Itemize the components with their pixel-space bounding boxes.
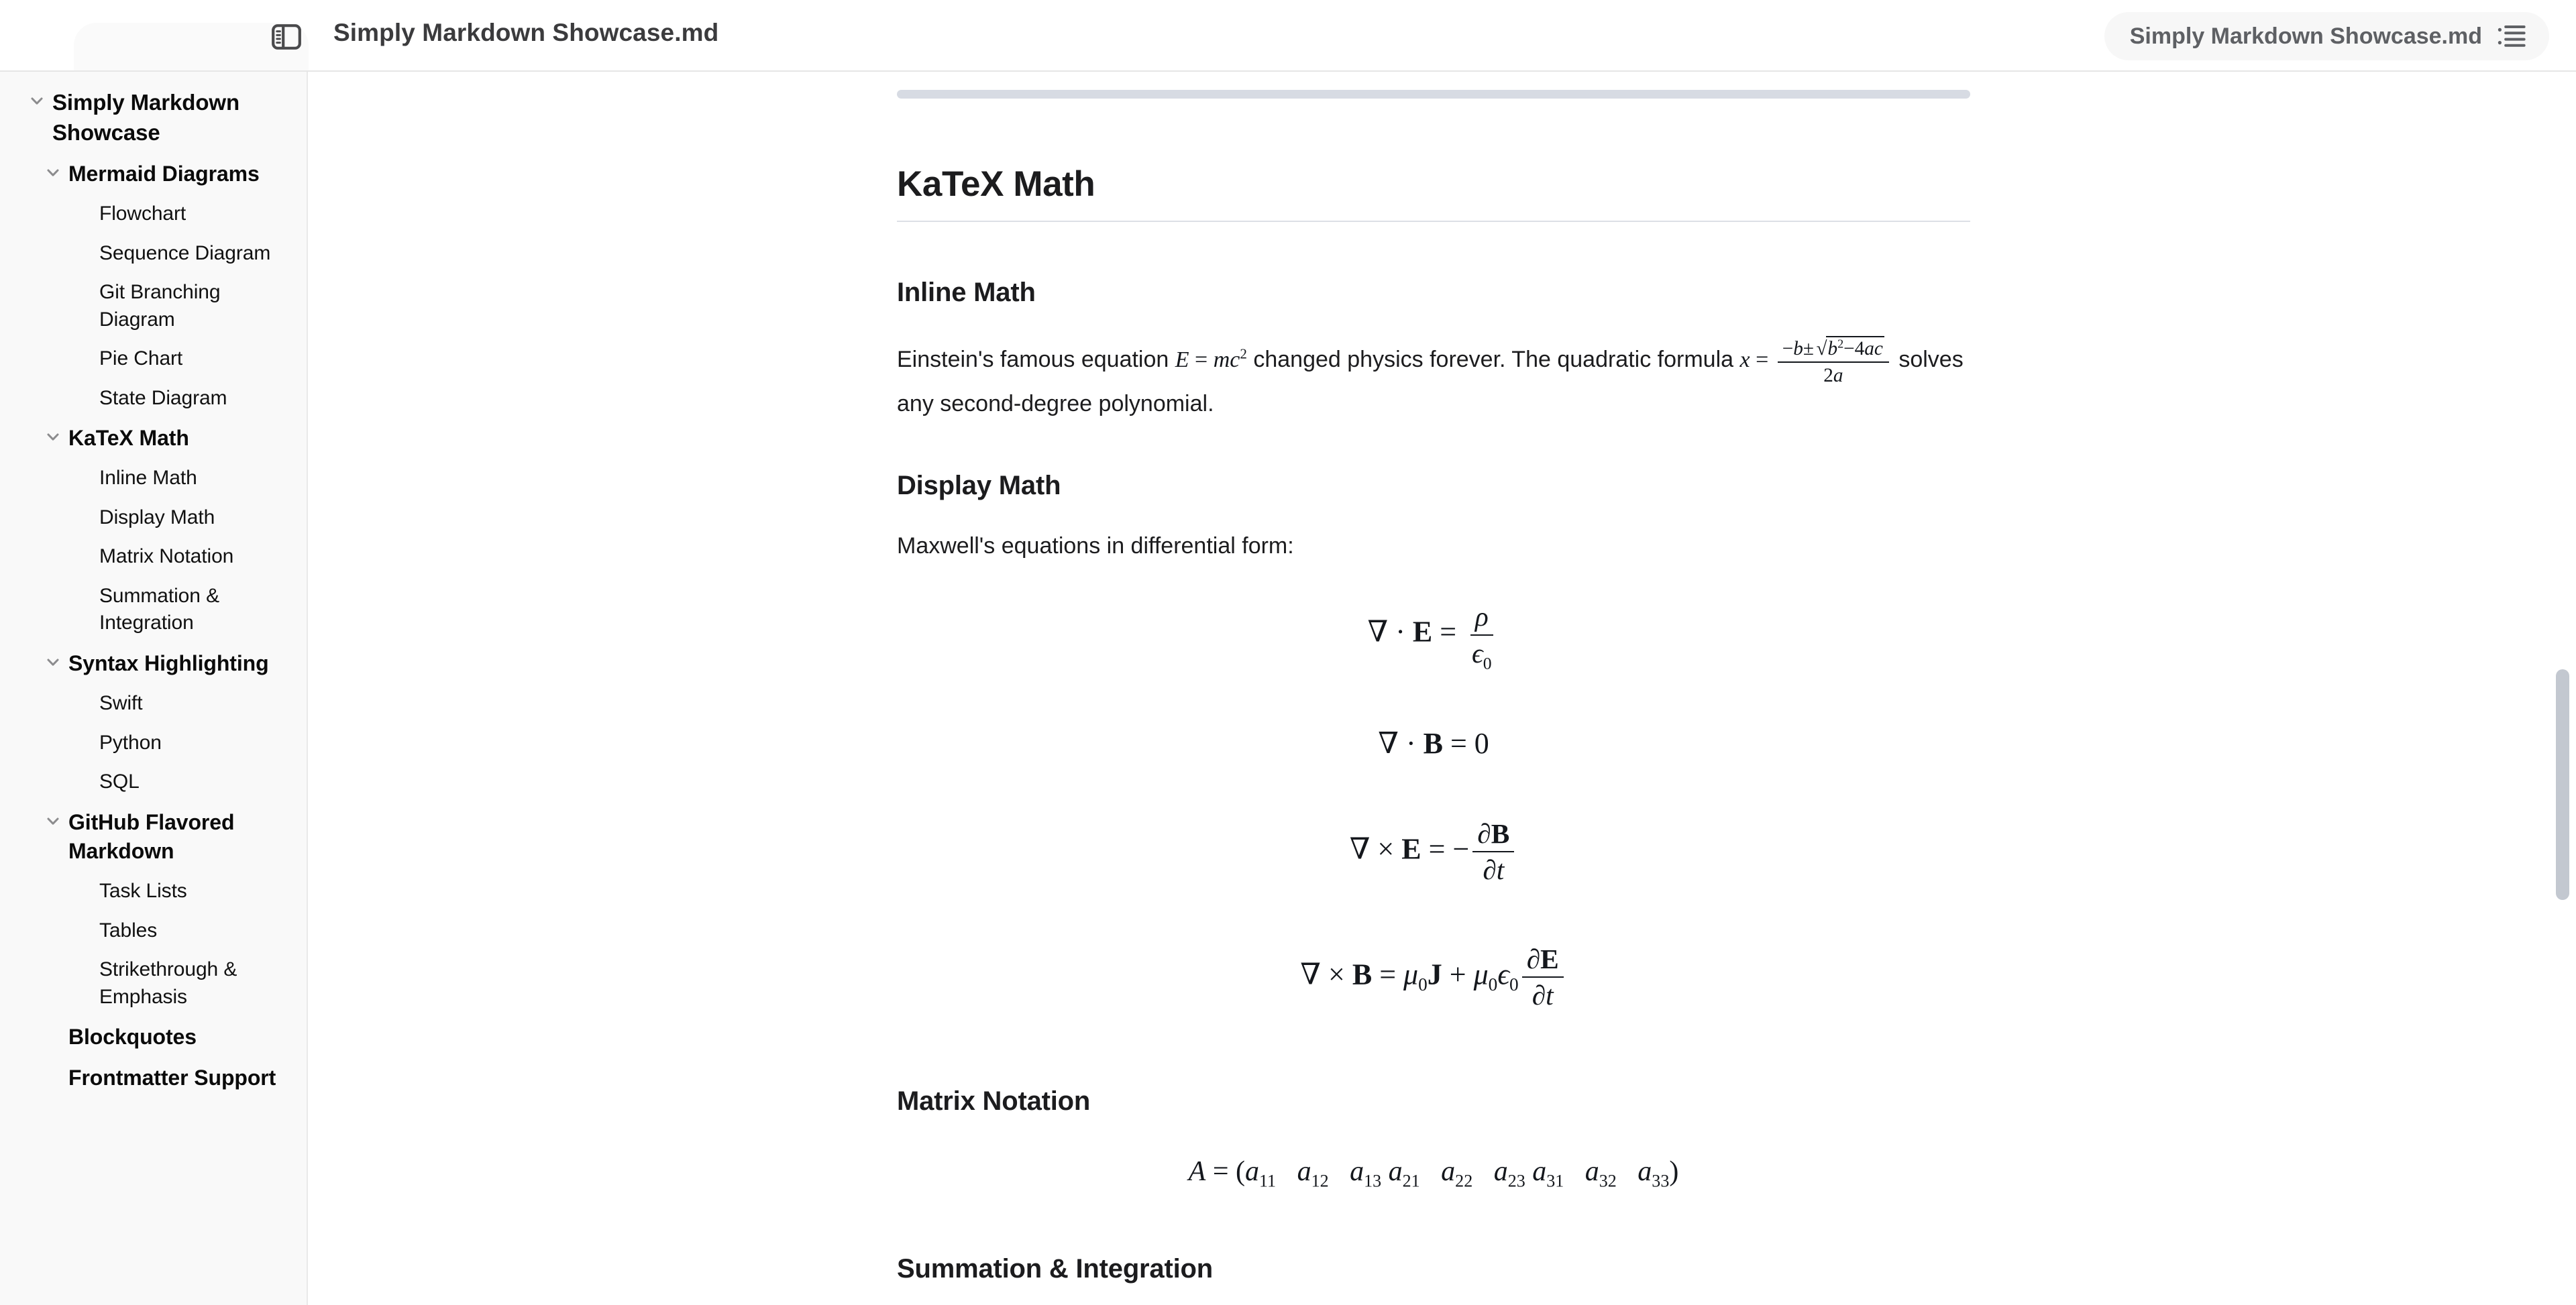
chevron-down-icon[interactable] [28, 92, 46, 109]
maxwell-equation-4: ∇ × $B = \mu_0J + \mu_0\epsilon_0$ $\frac{\partial E}{\partial t}$ [897, 944, 1970, 1011]
sidebar-item-label: Python [99, 731, 162, 754]
sidebar-item-strikethrough-and-emphasis[interactable] [0, 950, 307, 1017]
sidebar-item-pie-chart[interactable] [0, 339, 307, 379]
sidebar-item-label: Summation & Integration [99, 584, 219, 634]
sidebar-item-label: Strikethrough & Emphasis [99, 958, 237, 1008]
sidebar-item-blockquotes[interactable] [0, 1017, 307, 1058]
heading-display-math: Display Math [897, 470, 1061, 500]
sidebar-item-syntax-highlighting[interactable] [0, 643, 307, 684]
sidebar-item-label: Tables [99, 919, 158, 942]
vertical-scrollbar-thumb[interactable] [2556, 669, 2569, 900]
sidebar-item-tables[interactable] [0, 911, 307, 951]
sidebar-item-python[interactable] [0, 724, 307, 763]
sidebar-item-git-branching-diagram[interactable] [0, 273, 307, 339]
heading-summation-integration: Summation & Integration [897, 1254, 1213, 1284]
sidebar-toggle-button[interactable] [247, 15, 326, 59]
sidebar-item-summation-and-integration[interactable] [0, 577, 307, 643]
sidebar-item-label: Matrix Notation [99, 545, 234, 568]
sidebar-item-label: Syntax Highlighting [68, 650, 269, 675]
einstein-equation: $E = mc^2$ [1175, 345, 1247, 372]
sidebar-item-matrix-notation[interactable] [0, 537, 307, 577]
document-content-area[interactable] [308, 71, 2576, 1305]
document-column [897, 71, 1970, 1305]
sidebar-item-sequence-diagram[interactable] [0, 234, 307, 274]
sidebar-item-label: Frontmatter Support [68, 1066, 276, 1090]
sidebar-item-label: Blockquotes [68, 1025, 197, 1049]
sidebar-item-swift[interactable] [0, 684, 307, 724]
sidebar-item-label: Swift [99, 692, 143, 715]
heading-inline-math: Inline Math [897, 277, 1036, 307]
inline-math-text-2: changed physics forever. The quadratic formula [1246, 346, 1740, 372]
maxwell-equation-1: ∇ · E = $\frac{\rho}{\epsilon_0}$ [897, 601, 1970, 669]
sidebar-item-label: Simply Markdown Showcase [52, 90, 240, 145]
display-math-intro: Maxwell's equations in differential form: [897, 532, 1294, 559]
sidebar-item-label: Flowchart [99, 203, 186, 225]
sidebar-toggle-icon [272, 24, 301, 50]
chevron-down-icon[interactable] [44, 428, 62, 445]
sidebar-item-display-math[interactable] [0, 498, 307, 538]
sidebar-item-katex-math[interactable] [0, 418, 307, 459]
titlebar-divider [0, 70, 2576, 72]
maxwell-equation-3: ∇ × E = − $\frac{\partial B}{\partial t}$ [897, 818, 1970, 886]
sidebar-outline-panel[interactable] [0, 71, 308, 1305]
outline-pill-label: Simply Markdown Showcase.md [2129, 23, 2482, 49]
sidebar-item-label: Sequence Diagram [99, 241, 271, 264]
matrix-equation: $A = (a_{11}$ $a_{12}$ $a_{13}$ $a_{21}$ $a_{22}$ $a_{23}$ $a_{31}$ $a_{32}$ $a_{33}$) [1188, 1156, 1679, 1191]
sidebar-item-github-flavored-markdown[interactable] [0, 802, 307, 872]
sidebar-item-label: Display Math [99, 506, 215, 528]
chevron-down-icon[interactable] [44, 164, 62, 181]
inline-math-paragraph [897, 336, 1970, 422]
sidebar-item-task-lists[interactable] [0, 872, 307, 911]
document-title: Simply Markdown Showcase.md [333, 19, 719, 46]
section-divider-top [897, 90, 1970, 99]
page-section-heading: KaTeX Math [897, 163, 1970, 222]
sidebar-item-label: Git Branching Diagram [99, 281, 221, 331]
sidebar-item-inline-math[interactable] [0, 459, 307, 498]
maxwell-equation-2: ∇ · B = 0 [1378, 727, 1489, 760]
sidebar-item-state-diagram[interactable] [0, 379, 307, 418]
sidebar-item-label: KaTeX Math [68, 426, 189, 451]
sidebar-item-label: SQL [99, 771, 140, 793]
sidebar-item-simply-markdown-showcase[interactable] [0, 82, 307, 154]
heading-matrix-notation: Matrix Notation [897, 1086, 1091, 1117]
sidebar-item-mermaid-diagrams[interactable] [0, 154, 307, 194]
sidebar-item-label: GitHub Flavored Markdown [68, 809, 235, 863]
sidebar-item-label: State Diagram [99, 386, 227, 409]
outline-toggle-button[interactable] [2104, 12, 2549, 60]
sidebar-item-flowchart[interactable] [0, 194, 307, 234]
sidebar-item-label: Task Lists [99, 880, 187, 903]
vertical-scrollbar-track[interactable] [2549, 71, 2576, 1305]
chevron-down-icon[interactable] [44, 653, 62, 671]
sidebar-item-label: Pie Chart [99, 347, 183, 370]
inline-math-text-1: Einstein's famous equation [897, 346, 1175, 372]
quadratic-formula: x = $\frac{-b\pm √b^2-4ac}{2a}$ [1739, 347, 1892, 372]
outline-list-icon [2497, 24, 2526, 48]
chevron-down-icon[interactable] [44, 812, 62, 830]
sidebar-item-frontmatter-support[interactable] [0, 1058, 307, 1098]
sidebar-item-sql[interactable] [0, 762, 307, 802]
inline-math-text-3: solves any second-degree polynomial. [897, 346, 1964, 417]
sidebar-item-label: Mermaid Diagrams [68, 162, 260, 186]
sidebar-item-label: Inline Math [99, 467, 197, 490]
sidebar-item-list [0, 71, 307, 1125]
